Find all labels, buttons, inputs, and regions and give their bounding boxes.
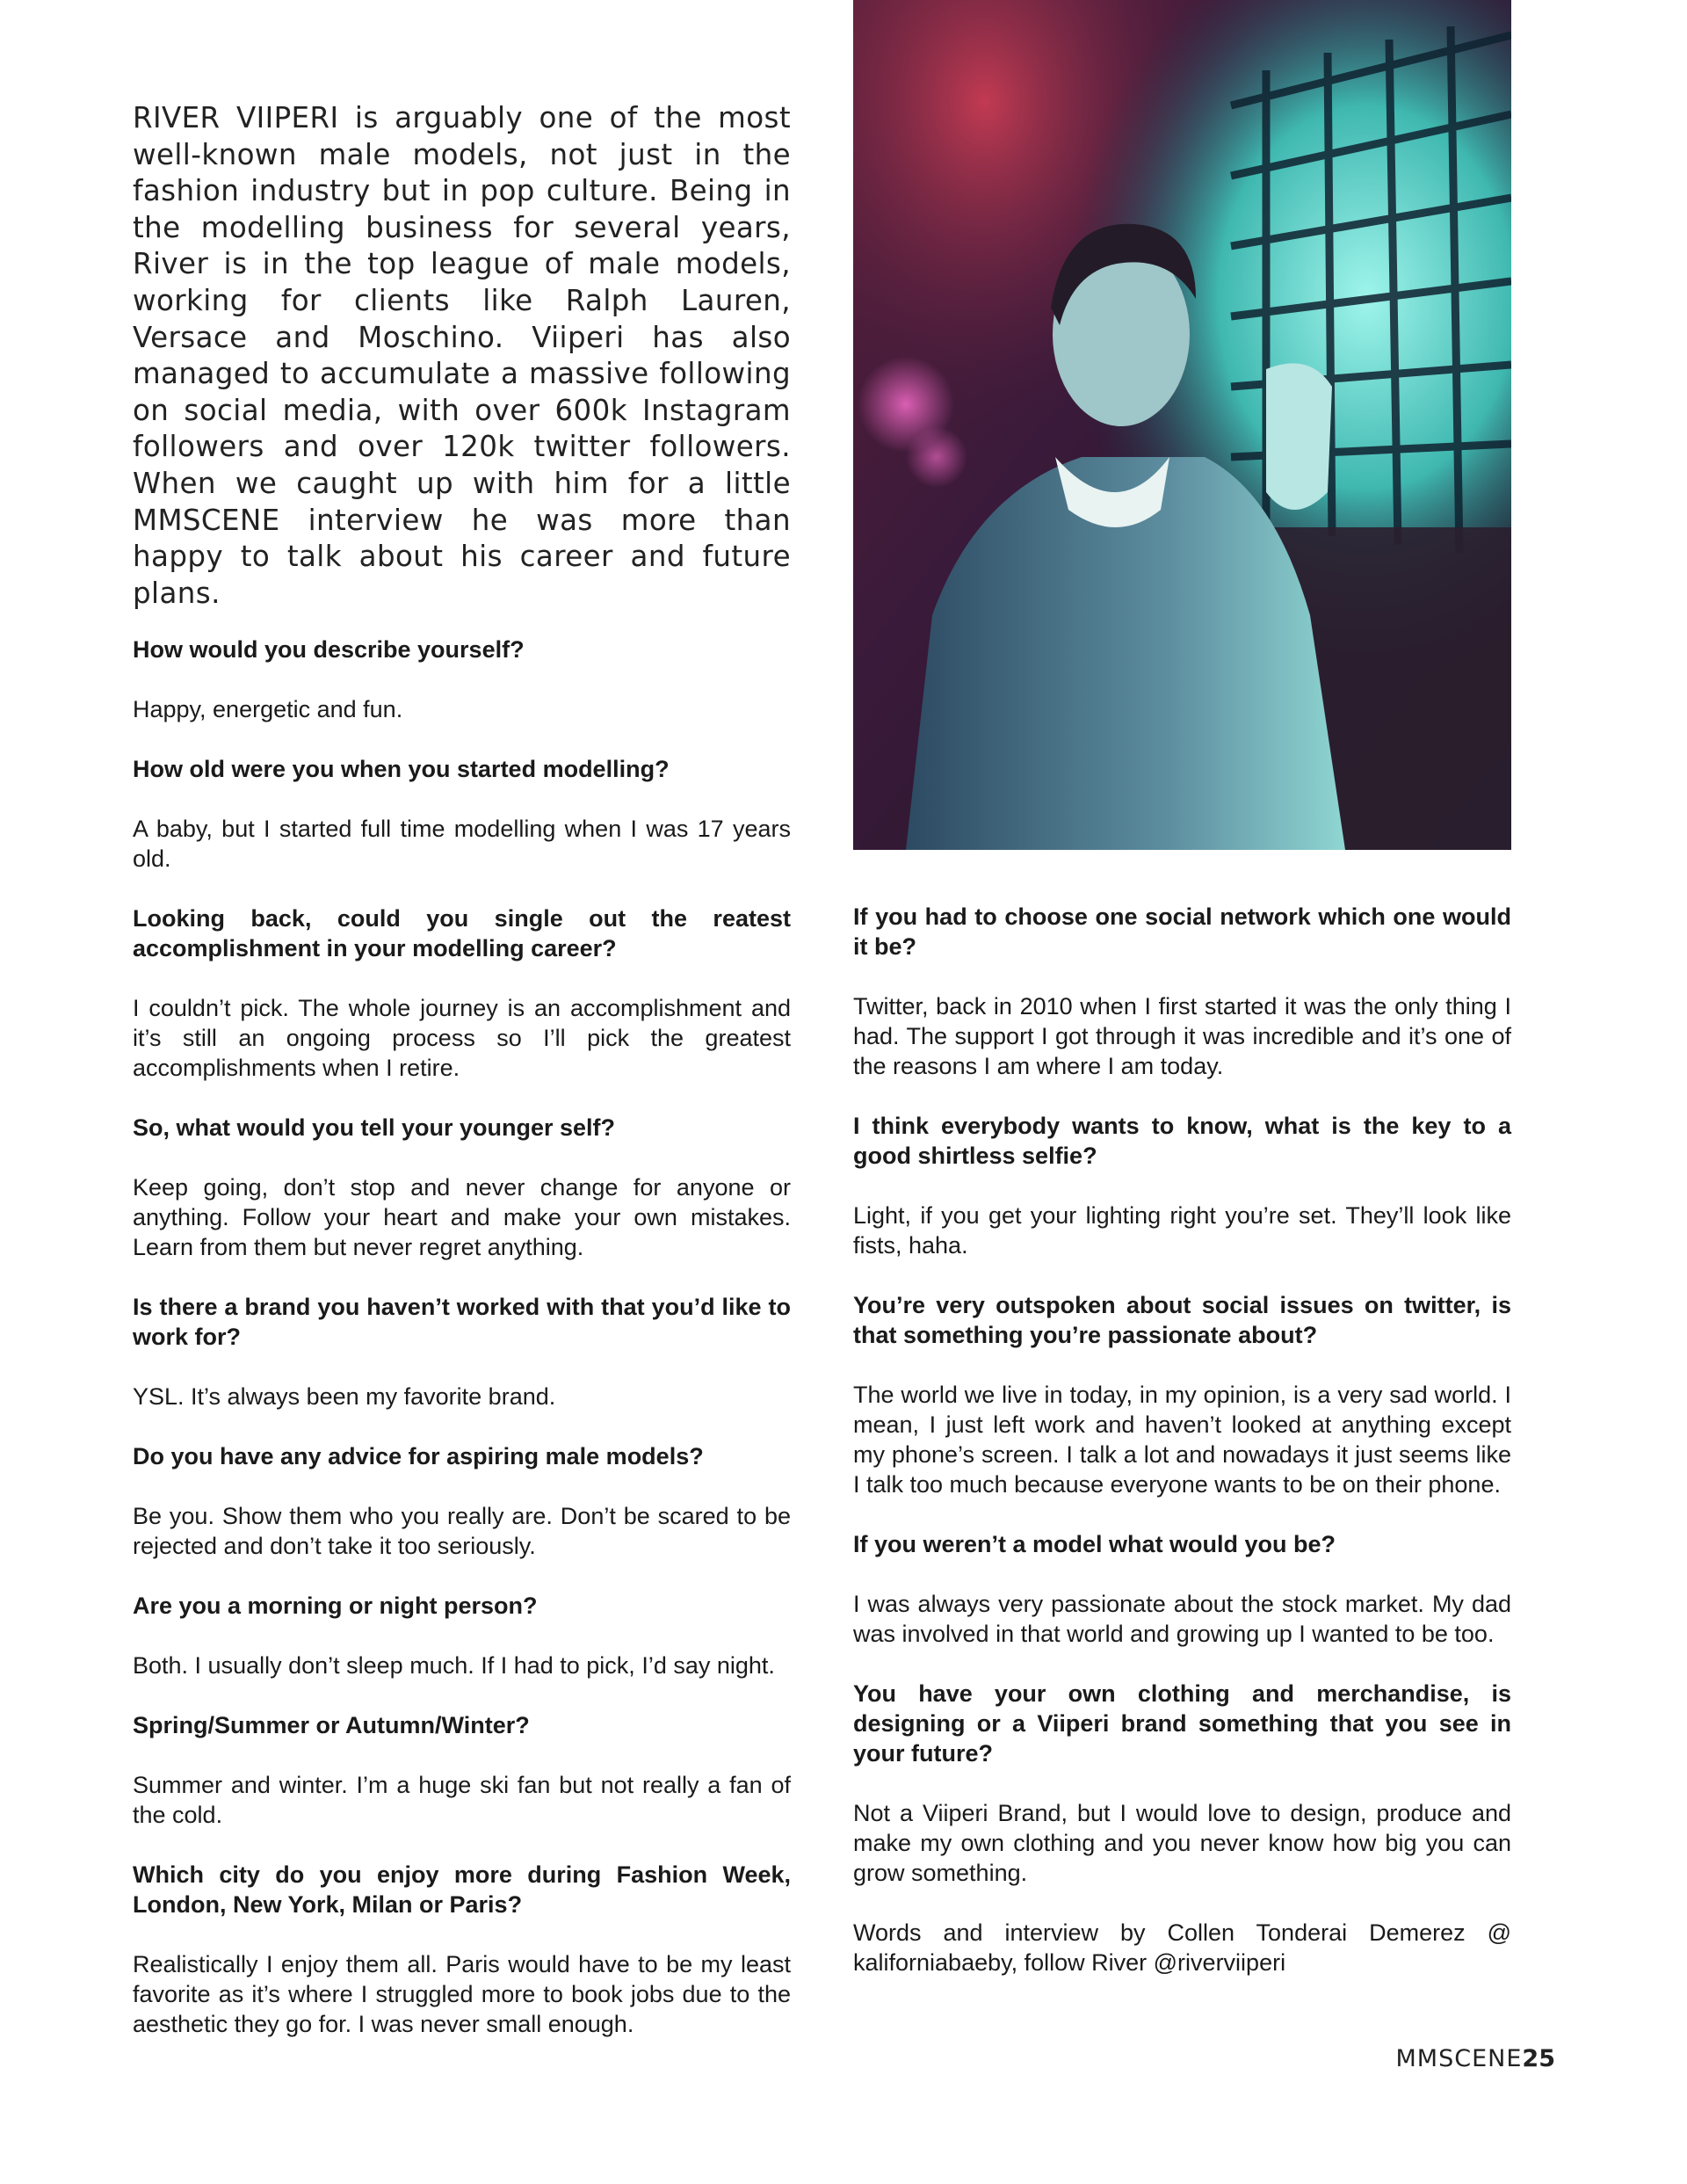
answer: I couldn’t pick. The whole journey is an accomplishment and it’s still an ongoing process so I’ll pick the greatest accomplishments when I retire. [133,995,791,1081]
answer: Not a Viiperi Brand, but I would love to design, produce and make my own clothing and you never know how big you can grow something. [853,1800,1511,1886]
qa-item [853,1111,1511,1260]
qa-item [133,754,791,874]
answer: YSL. It’s always been my favorite brand. [133,1383,556,1410]
answer: Be you. Show them who you really are. Don’t be scared to be rejected and don’t take it too seriously. [133,1503,791,1559]
qa-item [853,1290,1511,1499]
qa-item [853,1679,1511,1888]
question: So, what would you tell your younger self? [133,1114,616,1141]
question: Spring/Summer or Autumn/Winter? [133,1712,530,1738]
answer: Keep going, don’t stop and never change for anyone or anything. Follow your heart and make your own mistakes. Learn from them but never regret anything. [133,1174,791,1260]
qa-item [133,635,791,724]
answer: Light, if you get your lighting right you’re set. They’ll look like fists, haha. [853,1202,1511,1259]
answer: Summer and winter. I’m a huge ski fan but not really a fan of the cold. [133,1772,791,1828]
answer: Realistically I enjoy them all. Paris would have to be my least favorite as it’s where I struggled more to book jobs due to the aesthetic they go for. I was never small enough. [133,1951,791,2037]
question: How old were you when you started modelling? [133,756,670,782]
question: Do you have any advice for aspiring male models? [133,1443,704,1469]
question: How would you describe yourself? [133,636,525,663]
question: Is there a brand you haven’t worked with that you’d like to work for? [133,1294,791,1350]
question: If you had to choose one social network which one would it be? [853,903,1511,960]
model-photo-illustration [853,0,1511,850]
question: Are you a morning or night person? [133,1593,538,1619]
question: I think everybody wants to know, what is the key to a good shirtless selfie? [853,1113,1511,1169]
qa-item [133,1441,791,1561]
model-photo [853,0,1511,850]
question: Looking back, could you single out the reatest accomplishment in your modelling career? [133,905,791,961]
question: You have your own clothing and merchandise, is designing or a Viiperi brand something that you see in your future? [853,1680,1511,1767]
answer: I was always very passionate about the stock market. My dad was involved in that world and growing up I wanted to be too. [853,1591,1511,1647]
page-folio [1388,2045,1555,2072]
right-column [853,902,1511,1977]
qa-item [133,1860,791,2039]
intro-paragraph: RIVER VIIPERI is arguably one of the most well-known male models, not just in the fashion industry but in pop culture. Being in the modelling business for several years, River is in the top league of male models, working for clients like Ralph Lauren, Versace and Moschino. Viiperi has also managed to accumulate a massive following on social media, with over 600k Instagram followers and over 120k twitter followers. When we caught up with him for a little MMSCENE interview he was more than happy to talk about his career and future plans. [133,101,791,610]
answer: Both. I usually don’t sleep much. If I had to pick, I’d say night. [133,1652,775,1679]
article-credit: Words and interview by Collen Tonderai Demerez @ kaliforniabaeby, follow River @riverviiperi [853,1919,1511,1976]
qa-item [133,1292,791,1411]
answer: The world we live in today, in my opinion, is a very sad world. I mean, I just left work and haven’t looked at anything except my phone’s screen. I talk a lot and nowadays it just seems like I talk too much because everyone wants to be on their phone. [853,1382,1511,1498]
left-column [133,635,791,2069]
page-number: 25 [1522,2045,1555,2072]
answer: Twitter, back in 2010 when I first started it was the only thing I had. The support I got through it was incredible and it’s one of the reasons I am where I am today. [853,993,1511,1079]
qa-item [133,1591,791,1680]
question: If you weren’t a model what would you be? [853,1531,1336,1557]
qa-item [133,1710,791,1830]
question: You’re very outspoken about social issues on twitter, is that something you’re passionate about? [853,1292,1511,1348]
qa-item [133,903,791,1083]
qa-item [853,1529,1511,1649]
qa-item [133,1113,791,1262]
answer: Happy, energetic and fun. [133,696,403,722]
question: Which city do you enjoy more during Fashion Week, London, New York, Milan or Paris? [133,1861,791,1918]
magazine-name: MMSCENE [1395,2045,1523,2072]
answer: A baby, but I started full time modelling when I was 17 years old. [133,816,791,872]
qa-item [853,902,1511,1081]
